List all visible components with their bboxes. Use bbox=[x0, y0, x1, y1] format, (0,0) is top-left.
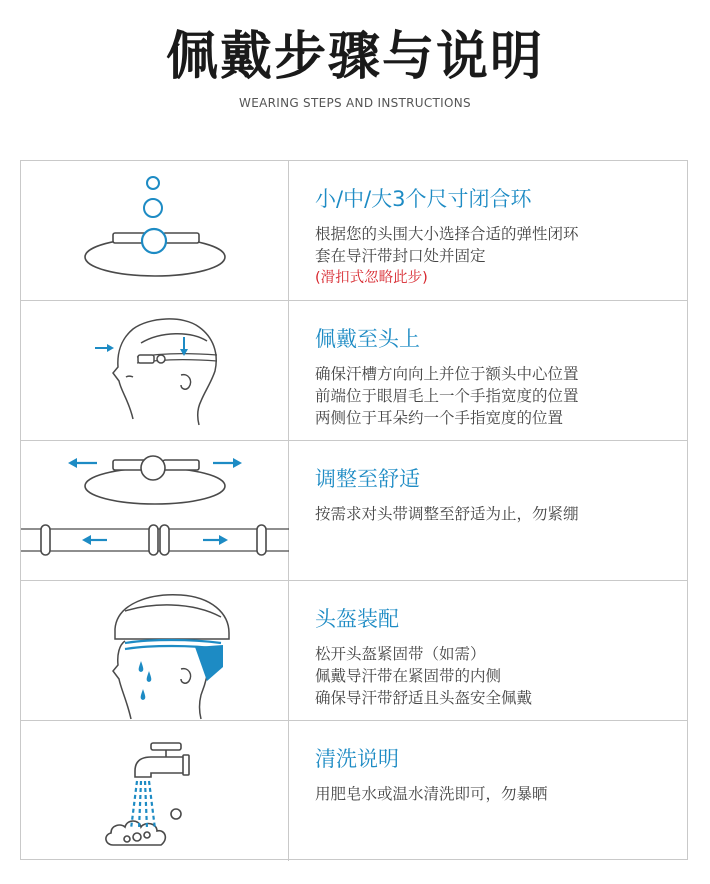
page-title: 佩戴步骤与说明 bbox=[165, 27, 544, 87]
step-row-2 bbox=[21, 301, 687, 441]
step-2-line-3: 两侧位于耳朵约一个手指宽度的位置 bbox=[315, 409, 564, 427]
steps-table bbox=[20, 160, 688, 860]
step-3-line-1: 按需求对头带调整至舒适为止，勿紧绷 bbox=[315, 505, 579, 523]
helmet-fitting-icon bbox=[21, 581, 289, 721]
page-subtitle: WEARING STEPS AND INSTRUCTIONS bbox=[239, 96, 471, 110]
step-1-line-1: 根据您的头围大小选择合适的弹性闭环 bbox=[315, 225, 579, 243]
step-5-heading: 清洗说明 bbox=[315, 747, 399, 771]
step-4-heading: 头盔装配 bbox=[315, 607, 399, 631]
step-3-heading: 调整至舒适 bbox=[315, 467, 420, 491]
step-2-line-2: 前端位于眼眉毛上一个手指宽度的位置 bbox=[315, 387, 579, 405]
step-1-note: (滑扣式忽略此步) bbox=[315, 270, 428, 286]
step-1-illustration bbox=[21, 161, 289, 300]
step-1-line-2: 套在导汗带封口处并固定 bbox=[315, 247, 486, 265]
step-2-heading: 佩戴至头上 bbox=[315, 327, 420, 351]
step-1-heading: 小/中/大3个尺寸闭合环 bbox=[315, 187, 532, 211]
step-5-illustration bbox=[21, 721, 289, 861]
step-4-line-2: 佩戴导汗带在紧固带的内侧 bbox=[315, 667, 502, 685]
step-2-illustration bbox=[21, 301, 289, 440]
adjust-band-icon bbox=[21, 441, 289, 581]
headband-ring-sizes-icon bbox=[21, 161, 289, 301]
step-row-4 bbox=[21, 581, 687, 721]
step-row-3 bbox=[21, 441, 687, 581]
step-5-line-1: 用肥皂水或温水清洗即可，勿暴晒 bbox=[315, 785, 548, 803]
step-4-line-3: 确保导汗带舒适且头盔安全佩戴 bbox=[315, 689, 533, 707]
step-3-illustration bbox=[21, 441, 289, 580]
head-wearing-icon bbox=[21, 301, 289, 441]
step-row-5 bbox=[21, 721, 687, 861]
step-4-illustration bbox=[21, 581, 289, 720]
faucet-washing-icon bbox=[21, 721, 289, 861]
step-4-line-1: 松开头盔紧固带（如需） bbox=[315, 645, 486, 663]
step-2-line-1: 确保汗槽方向向上并位于额头中心位置 bbox=[315, 365, 579, 383]
step-row-1 bbox=[21, 161, 687, 301]
